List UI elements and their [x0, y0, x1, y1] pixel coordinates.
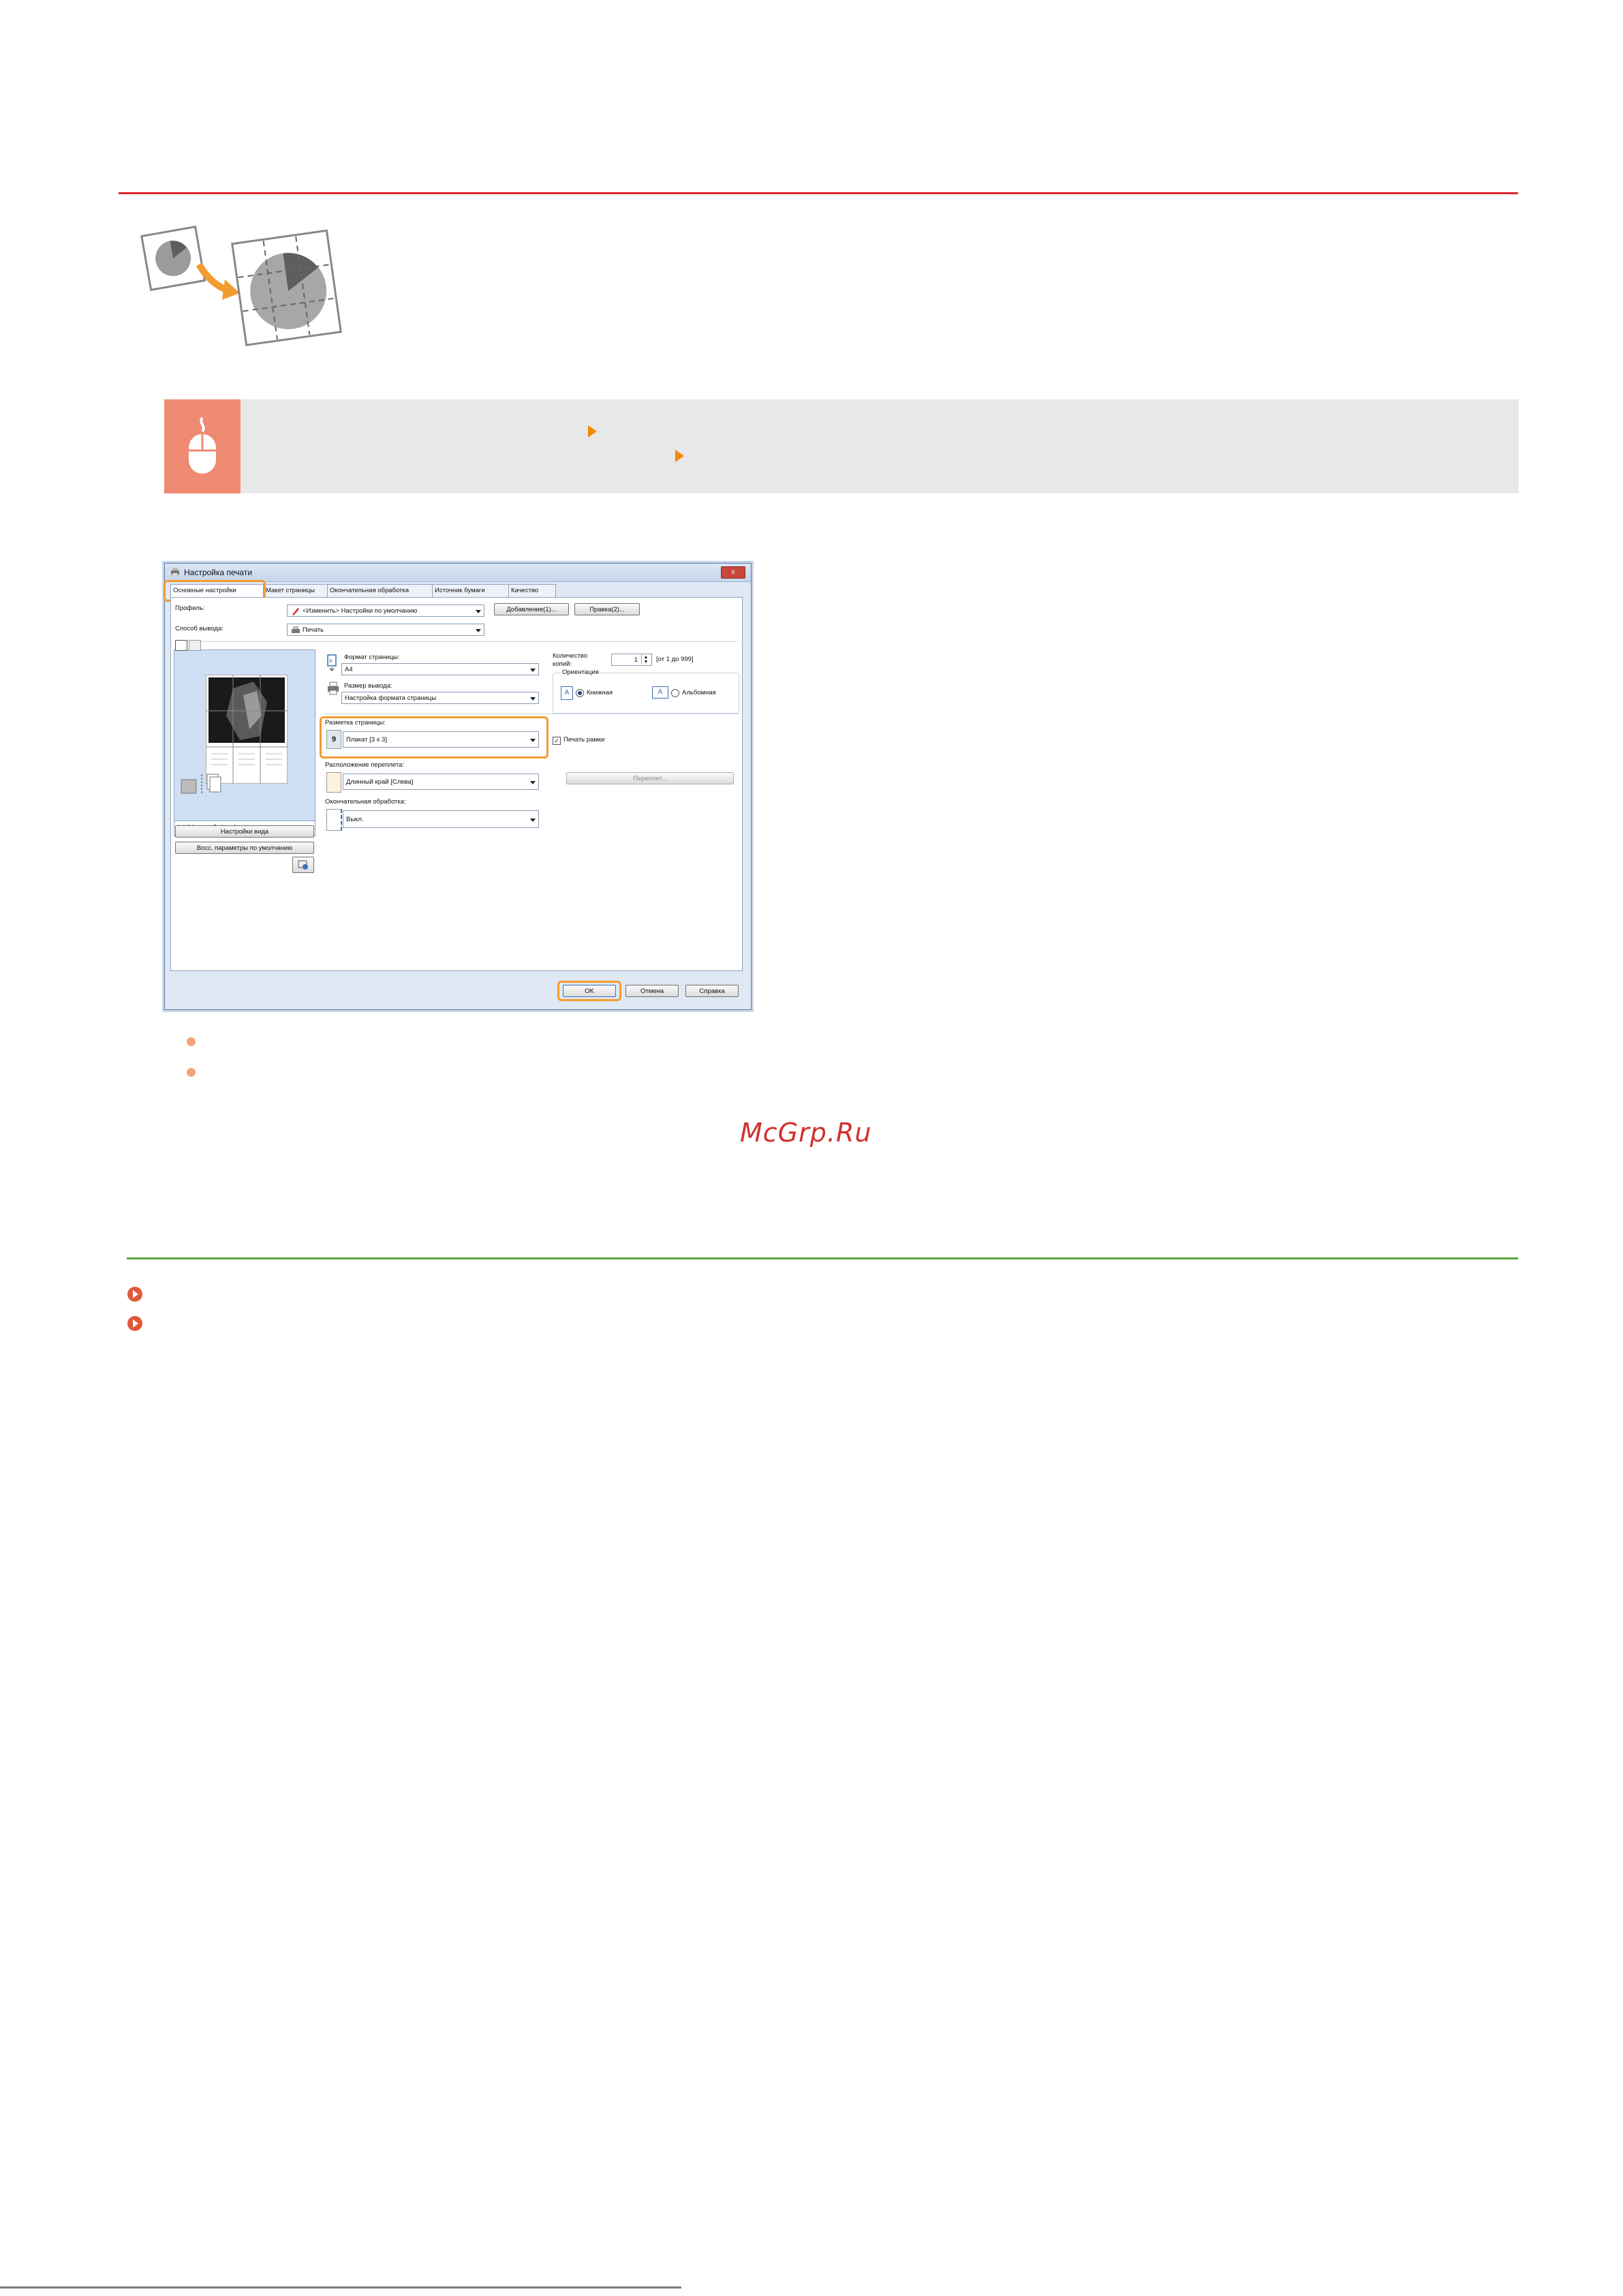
copies-label-line2: копий:: [553, 660, 572, 668]
preview-settings-toggle-icon[interactable]: [189, 640, 201, 651]
page-size-value: A4: [345, 666, 353, 673]
watermark: McGrp.Ru: [740, 1118, 872, 1148]
spinner-arrows-icon[interactable]: ▲ ▼: [641, 655, 650, 664]
poster-preview-image: [206, 675, 288, 784]
link-arrow-icon[interactable]: [127, 1287, 142, 1302]
tab-finishing[interactable]: Окончательная обработка: [327, 584, 435, 598]
print-border-label: Печать рамки: [563, 736, 605, 744]
landscape-label: Альбомная: [682, 689, 716, 697]
binding-select[interactable]: [343, 774, 539, 790]
highlight-ok: [557, 981, 621, 1001]
add-profile-button[interactable]: Добавление(1)...: [494, 603, 569, 615]
tab-basic-settings[interactable]: Основные настройки: [170, 584, 266, 599]
portrait-radio[interactable]: [576, 689, 584, 697]
footer-rule: [0, 2286, 681, 2289]
landscape-radio[interactable]: [671, 689, 679, 697]
layout-preview: [174, 649, 315, 836]
printer-icon: [170, 568, 180, 578]
copies-spinner[interactable]: [611, 654, 652, 666]
profile-label: Профиль:: [175, 604, 205, 612]
restore-defaults-button[interactable]: Восс. параметры по умолчанию: [175, 842, 314, 854]
landscape-icon: A: [652, 686, 668, 699]
finishing-select[interactable]: [343, 810, 539, 828]
operation-bar: [164, 399, 1519, 493]
output-method-value: Печать: [303, 626, 324, 634]
binding-label: Расположение переплета:: [325, 761, 405, 769]
output-size-label: Размер вывода:: [344, 682, 392, 690]
portrait-icon: A: [561, 686, 573, 700]
page-size-select[interactable]: [341, 663, 539, 675]
output-method-label: Способ вывода:: [175, 625, 223, 632]
dialog-title-bar[interactable]: [165, 564, 751, 582]
mouse-icon: [164, 399, 241, 493]
dialog-title: Настройка печати: [184, 568, 253, 577]
finishing-label: Окончательная обработка:: [325, 798, 406, 806]
divider: [175, 641, 738, 642]
poster-layout-icon: 9: [326, 730, 341, 749]
cancel-button[interactable]: Отмена: [625, 985, 679, 997]
related-topics-rule: [127, 1257, 1518, 1259]
arrow-right-icon: [588, 425, 597, 438]
profile-select[interactable]: [287, 604, 484, 617]
pencil-icon: [291, 607, 300, 621]
help-button[interactable]: Справка: [685, 985, 739, 997]
finishing-value: Выкл.: [346, 816, 364, 823]
arrow-right-icon: [675, 450, 684, 462]
view-settings-button[interactable]: Настройки вида: [175, 825, 314, 838]
close-button[interactable]: x: [721, 566, 745, 579]
link-arrow-icon[interactable]: [127, 1316, 142, 1331]
orientation-label: Ориентация: [562, 669, 599, 676]
finishing-icon: [326, 809, 342, 831]
copies-range: [от 1 до 999]: [656, 656, 694, 663]
portrait-label: Книжная: [587, 689, 613, 697]
bullet-icon: [187, 1037, 196, 1046]
output-size-icon: [326, 681, 340, 698]
preview-view-toggle-icon[interactable]: [175, 640, 187, 651]
copies-value: 1: [634, 656, 638, 664]
page-size-label: Формат страницы:: [344, 654, 400, 661]
tab-quality[interactable]: Качество: [508, 584, 556, 598]
page-layout-value: Плакат [3 x 3]: [346, 736, 387, 744]
header-rule: [119, 192, 1518, 194]
print-settings-dialog: [164, 563, 752, 1010]
ok-button[interactable]: OK: [563, 985, 616, 997]
svg-text:A: A: [329, 659, 333, 664]
page-layout-label: Разметка страницы:: [325, 719, 386, 726]
printer-icon: [291, 626, 300, 639]
output-size-value: Настройка формата страницы: [345, 694, 437, 702]
output-method-select[interactable]: [287, 624, 484, 636]
edit-profile-button[interactable]: Правка(2)...: [574, 603, 640, 615]
info-button[interactable]: [292, 857, 314, 873]
poster-print-icon: [136, 217, 354, 346]
highlight-page-layout: [320, 716, 548, 759]
output-size-select[interactable]: [341, 692, 539, 704]
binding-icon: [326, 772, 341, 793]
copies-stack-icon: [180, 773, 223, 796]
tab-paper-source[interactable]: Источник бумаги: [432, 584, 511, 598]
settings-panel: [170, 597, 743, 971]
page-size-icon: [326, 654, 339, 673]
copies-label: Количество: [553, 652, 588, 660]
bullet-icon: [187, 1068, 196, 1077]
profile-value: <Изменить> Настройки по умолчанию: [303, 607, 418, 615]
tab-page-layout[interactable]: Макет страницы: [263, 584, 330, 598]
print-border-checkbox[interactable]: ✓: [553, 737, 561, 745]
gutter-button[interactable]: Переплет...: [566, 772, 734, 784]
binding-value: Длинный край [Слева]: [346, 778, 414, 786]
info-icon: [297, 859, 309, 870]
